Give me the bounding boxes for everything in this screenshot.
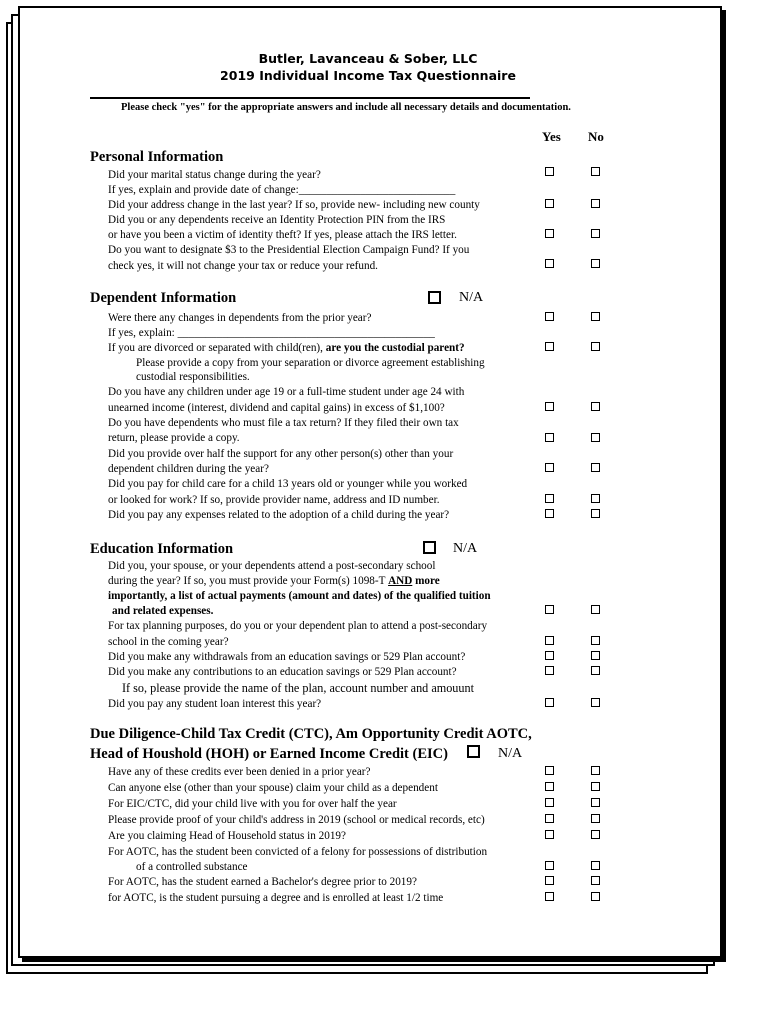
no-checkbox[interactable] <box>591 766 600 775</box>
no-checkbox[interactable] <box>591 830 600 839</box>
question-line: Do you have any children under age 19 or a full-time student under age 24 with <box>108 386 465 398</box>
question-line <box>108 341 465 355</box>
yes-checkbox[interactable] <box>545 312 554 321</box>
question-emphasis: AND <box>388 575 413 587</box>
no-checkbox[interactable] <box>591 814 600 823</box>
no-checkbox[interactable] <box>591 861 600 870</box>
yes-checkbox[interactable] <box>545 229 554 238</box>
yes-checkbox[interactable] <box>545 782 554 791</box>
question-line: for AOTC, is the student pursuing a degree and is enrolled at least 1/2 time <box>108 892 444 904</box>
question-line: If so, please provide the name of the plan, account number and amouunt <box>122 681 474 695</box>
question-line: unearned income (interest, dividend and capital gains) in excess of $1,100? <box>108 402 445 414</box>
question-line: Did you provide over half the support for any other person(s) other than your <box>108 448 454 460</box>
question-text: If you are divorced or separated with child(ren), <box>108 342 326 354</box>
yes-checkbox[interactable] <box>545 766 554 775</box>
yes-checkbox[interactable] <box>545 666 554 675</box>
question-line: Did you, your spouse, or your dependents attend a post-secondary school <box>108 560 436 572</box>
question-line: Did you pay any student loan interest this year? <box>108 698 322 710</box>
yes-checkbox[interactable] <box>545 342 554 351</box>
no-checkbox[interactable] <box>591 509 600 518</box>
question-line: return, please provide a copy. <box>108 432 240 444</box>
no-checkbox[interactable] <box>591 229 600 238</box>
question-line: Were there any changes in dependents from the prior year? <box>108 312 372 324</box>
question-line: Did you or any dependents receive an Identity Protection PIN from the IRS <box>108 214 446 226</box>
yes-checkbox[interactable] <box>545 830 554 839</box>
yes-checkbox[interactable] <box>545 259 554 268</box>
section-personal-title: Personal Information <box>90 149 224 165</box>
question-line: For AOTC, has the student earned a Bachelor's degree prior to 2019? <box>108 876 417 888</box>
yes-checkbox[interactable] <box>545 494 554 503</box>
no-checkbox[interactable] <box>591 636 600 645</box>
question-line: Did you make any withdrawals from an education savings or 529 Plan account? <box>108 651 466 663</box>
yes-column-header: Yes <box>542 129 561 144</box>
question-line: If yes, explain: ______________________________________________ <box>108 327 435 339</box>
question-line: Can anyone else (other than your spouse) claim your child as a dependent <box>108 782 438 794</box>
no-checkbox[interactable] <box>591 433 600 442</box>
question-line: Did your address change in the last year? If so, provide new- including new county <box>108 199 480 211</box>
yes-checkbox[interactable] <box>545 605 554 614</box>
yes-checkbox[interactable] <box>545 698 554 707</box>
yes-checkbox[interactable] <box>545 199 554 208</box>
no-checkbox[interactable] <box>591 798 600 807</box>
question-line: For tax planning purposes, do you or your dependent plan to attend a post-secondary <box>108 620 488 632</box>
yes-checkbox[interactable] <box>545 861 554 870</box>
due-diligence-na-label: N/A <box>498 746 523 761</box>
no-checkbox[interactable] <box>591 259 600 268</box>
no-checkbox[interactable] <box>591 605 600 614</box>
education-na-checkbox[interactable] <box>423 541 436 554</box>
question-line: Did you pay any expenses related to the adoption of a child during the year? <box>108 509 450 521</box>
question-line: Are you claiming Head of Household status in 2019? <box>108 830 346 842</box>
no-checkbox[interactable] <box>591 876 600 885</box>
no-checkbox[interactable] <box>591 782 600 791</box>
yes-checkbox[interactable] <box>545 402 554 411</box>
no-checkbox[interactable] <box>591 651 600 660</box>
firm-name: Butler, Lavanceau & Sober, LLC <box>258 51 478 66</box>
question-line: or looked for work? If so, provide provider name, address and ID number. <box>108 494 440 506</box>
yes-checkbox[interactable] <box>545 509 554 518</box>
no-checkbox[interactable] <box>591 402 600 411</box>
questionnaire-page <box>18 6 718 954</box>
no-checkbox[interactable] <box>591 342 600 351</box>
dependent-na-checkbox[interactable] <box>428 291 441 304</box>
question-line: For EIC/CTC, did your child live with you for over half the year <box>108 798 397 810</box>
question-line: or have you been a victim of identity theft? If yes, please attach the IRS letter. <box>108 229 457 241</box>
form-title: 2019 Individual Income Tax Questionnaire <box>220 68 516 83</box>
question-line: of a controlled substance <box>136 861 248 873</box>
no-checkbox[interactable] <box>591 892 600 901</box>
question-line: Do you want to designate $3 to the Presidential Election Campaign Fund? If you <box>108 244 470 256</box>
question-line: check yes, it will not change your tax or reduce your refund. <box>108 260 378 272</box>
dependent-na-label: N/A <box>459 290 484 305</box>
header-rule <box>90 97 530 99</box>
yes-checkbox[interactable] <box>545 651 554 660</box>
due-diligence-na-checkbox[interactable] <box>467 745 480 758</box>
question-line: importantly, a list of actual payments (amount and dates) of the qualified tuition <box>108 590 491 602</box>
no-checkbox[interactable] <box>591 698 600 707</box>
section-due-diligence-title-2: Head of Houshold (HOH) or Earned Income Credit (EIC) <box>90 746 448 762</box>
question-emphasis: are you the custodial parent? <box>325 342 465 354</box>
yes-checkbox[interactable] <box>545 636 554 645</box>
question-line: school in the coming year? <box>108 636 229 648</box>
no-checkbox[interactable] <box>591 463 600 472</box>
section-education-title: Education Information <box>90 541 234 557</box>
yes-checkbox[interactable] <box>545 876 554 885</box>
education-na-label: N/A <box>453 541 478 556</box>
question-line: If yes, explain and provide date of change:____________________________ <box>108 184 456 196</box>
question-line: Did you pay for child care for a child 13 years old or younger while you worked <box>108 478 468 490</box>
no-checkbox[interactable] <box>591 666 600 675</box>
yes-checkbox[interactable] <box>545 167 554 176</box>
question-line: For AOTC, has the student been convicted of a felony for possessions of distribution <box>108 846 488 858</box>
question-line: dependent children during the year? <box>108 463 269 475</box>
section-dependent-title: Dependent Information <box>90 290 237 306</box>
question-line: custodial responsibilities. <box>136 371 250 383</box>
question-line: Please provide a copy from your separation or divorce agreement establishing <box>136 357 485 369</box>
no-column-header: No <box>588 129 604 144</box>
yes-checkbox[interactable] <box>545 892 554 901</box>
yes-checkbox[interactable] <box>545 798 554 807</box>
question-line <box>108 574 440 588</box>
yes-checkbox[interactable] <box>545 463 554 472</box>
question-emphasis: more <box>412 575 440 587</box>
section-due-diligence-title: Due Diligence-Child Tax Credit (CTC), Am Opportunity Credit AOTC, <box>90 726 532 742</box>
question-line: Did your marital status change during the year? <box>108 169 321 181</box>
question-line: Did you make any contributions to an education savings or 529 Plan account? <box>108 666 457 678</box>
no-checkbox[interactable] <box>591 494 600 503</box>
yes-checkbox[interactable] <box>545 433 554 442</box>
no-checkbox[interactable] <box>591 167 600 176</box>
no-checkbox[interactable] <box>591 312 600 321</box>
question-text: during the year? If so, you must provide your Form(s) 1098-T <box>108 575 389 587</box>
no-checkbox[interactable] <box>591 199 600 208</box>
question-line: Please provide proof of your child's address in 2019 (school or medical records, etc) <box>108 814 485 826</box>
instructions: Please check "yes" for the appropriate answers and include all necessary details and documentation. <box>121 102 571 113</box>
question-line: Do you have dependents who must file a tax return? If they filed their own tax <box>108 417 459 429</box>
question-line: Have any of these credits ever been denied in a prior year? <box>108 766 371 778</box>
question-line: and related expenses. <box>112 605 214 617</box>
yes-checkbox[interactable] <box>545 814 554 823</box>
